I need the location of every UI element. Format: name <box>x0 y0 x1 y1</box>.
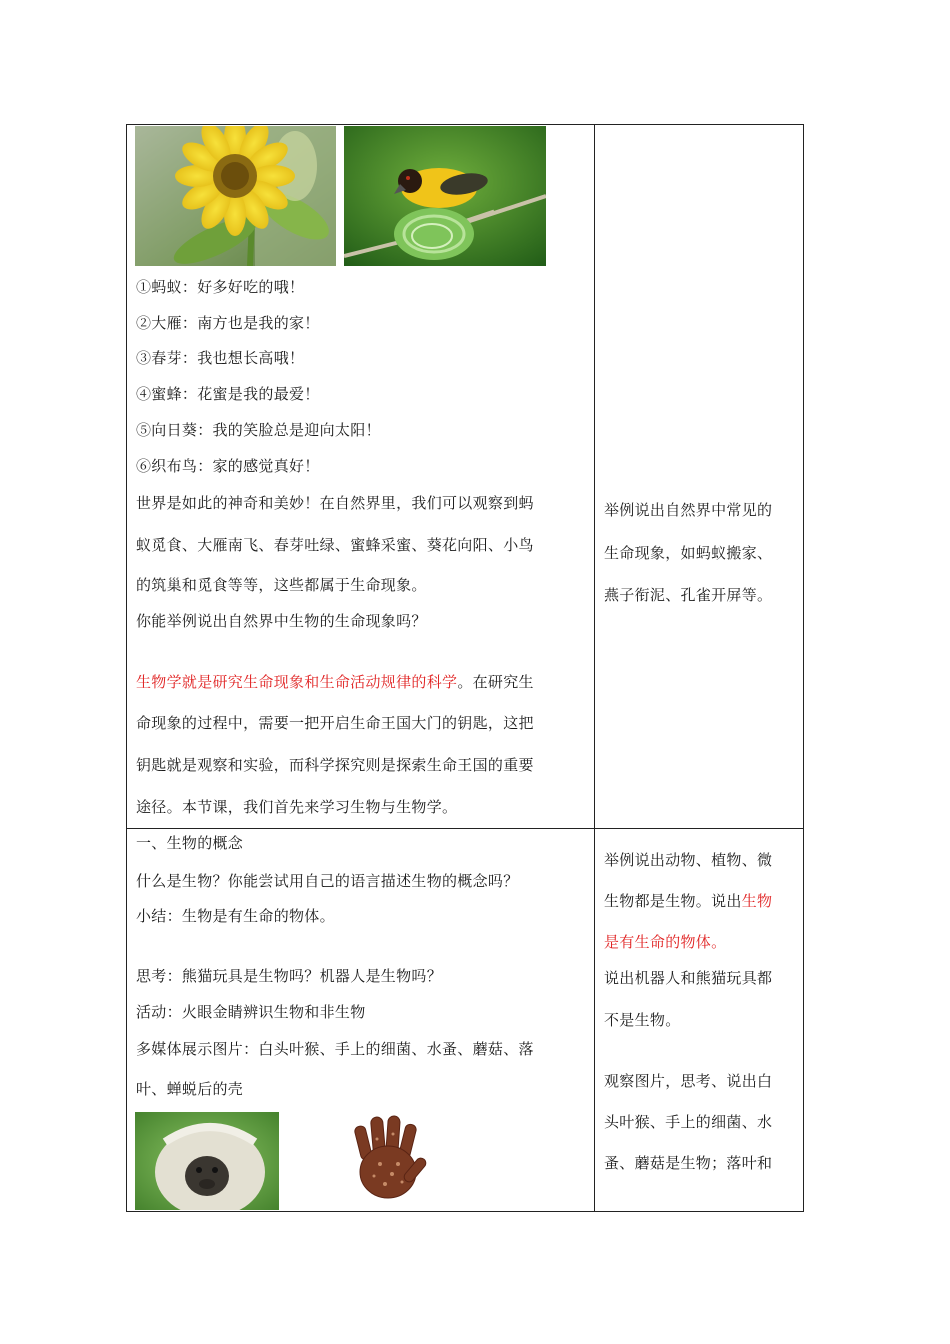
dialogue-line-3: ③春芽：我也想长高哦！ <box>136 349 305 367</box>
section-heading: 一、生物的概念 <box>136 834 244 852</box>
right2-line-2 <box>604 891 772 911</box>
biology-definition-line-3: 钥匙就是观察和实验，而科学探究则是探索生命王国的重要 <box>136 756 534 774</box>
summary-text: 小结：生物是有生命的物体。 <box>136 907 335 925</box>
question-text: 你能举例说出自然界中生物的生命现象吗？ <box>136 612 427 630</box>
right2-line-1: 举例说出动物、植物、微 <box>604 851 773 869</box>
biology-definition-line-2: 命现象的过程中，需要一把开启生命王国大门的钥匙，这把 <box>136 714 534 732</box>
sunflower-image <box>135 126 336 266</box>
activity-text: 活动：火眼金睛辨识生物和非生物 <box>136 1003 366 1021</box>
row-divider <box>126 828 804 829</box>
monkey-image <box>135 1112 279 1210</box>
biology-definition-highlight: 生物学就是研究生命现象和生命活动规律的科学 <box>136 673 458 691</box>
dialogue-line-1: ①蚂蚁：好多好吃的哦！ <box>136 278 305 296</box>
concept-question: 什么是生物？你能尝试用自己的语言描述生物的概念吗？ <box>136 872 519 890</box>
dialogue-line-4: ④蜜蜂：花蜜是我的最爱！ <box>136 385 320 403</box>
dialogue-line-5: ⑤向日葵：我的笑脸总是迎向太阳！ <box>136 421 381 439</box>
dialogue-line-2: ②大雁：南方也是我的家！ <box>136 314 320 332</box>
right2-line-2-highlight: 生物 <box>741 892 773 910</box>
right2-line-5: 不是生物。 <box>604 1011 681 1029</box>
biology-definition-line-4: 途径。本节课，我们首先来学习生物与生物学。 <box>136 798 458 816</box>
right-note-line-3: 燕子衔泥、孔雀开屏等。 <box>604 586 773 604</box>
right2-line-7: 头叶猴、手上的细菌、水 <box>604 1113 773 1131</box>
intro-paragraph-line-1: 世界是如此的神奇和美妙！在自然界里，我们可以观察到蚂 <box>136 494 534 512</box>
right2-line-8: 蚤、蘑菇是生物；落叶和 <box>604 1154 773 1172</box>
intro-paragraph-line-3: 的筑巢和觅食等等，这些都属于生命现象。 <box>136 576 427 594</box>
biology-definition-rest: 。在研究生 <box>457 673 534 691</box>
column-divider <box>594 124 595 1212</box>
multimedia-line-1: 多媒体展示图片：白头叶猴、手上的细菌、水蚤、蘑菇、落 <box>136 1040 534 1058</box>
right2-line-2-text: 生物都是生物。说出 <box>604 892 742 910</box>
biology-definition-line-1 <box>136 672 534 692</box>
right-note-line-2: 生命现象，如蚂蚁搬家、 <box>604 544 773 562</box>
right2-line-4: 说出机器人和熊猫玩具都 <box>604 969 773 987</box>
intro-paragraph-line-2: 蚁觅食、大雁南飞、春芽吐绿、蜜蜂采蜜、葵花向阳、小鸟 <box>136 536 534 554</box>
multimedia-line-2: 叶、蝉蜕后的壳 <box>136 1080 244 1098</box>
right2-line-3: 是有生命的物体。 <box>604 933 727 951</box>
right2-line-6: 观察图片，思考、说出白 <box>604 1072 773 1090</box>
dialogue-line-6: ⑥织布鸟：家的感觉真好！ <box>136 457 320 475</box>
weaver-bird-image <box>344 126 546 266</box>
think-question: 思考：熊猫玩具是生物吗？机器人是生物吗？ <box>136 967 443 985</box>
hand-bacteria-image <box>352 1114 430 1202</box>
right-note-line-1: 举例说出自然界中常见的 <box>604 501 773 519</box>
